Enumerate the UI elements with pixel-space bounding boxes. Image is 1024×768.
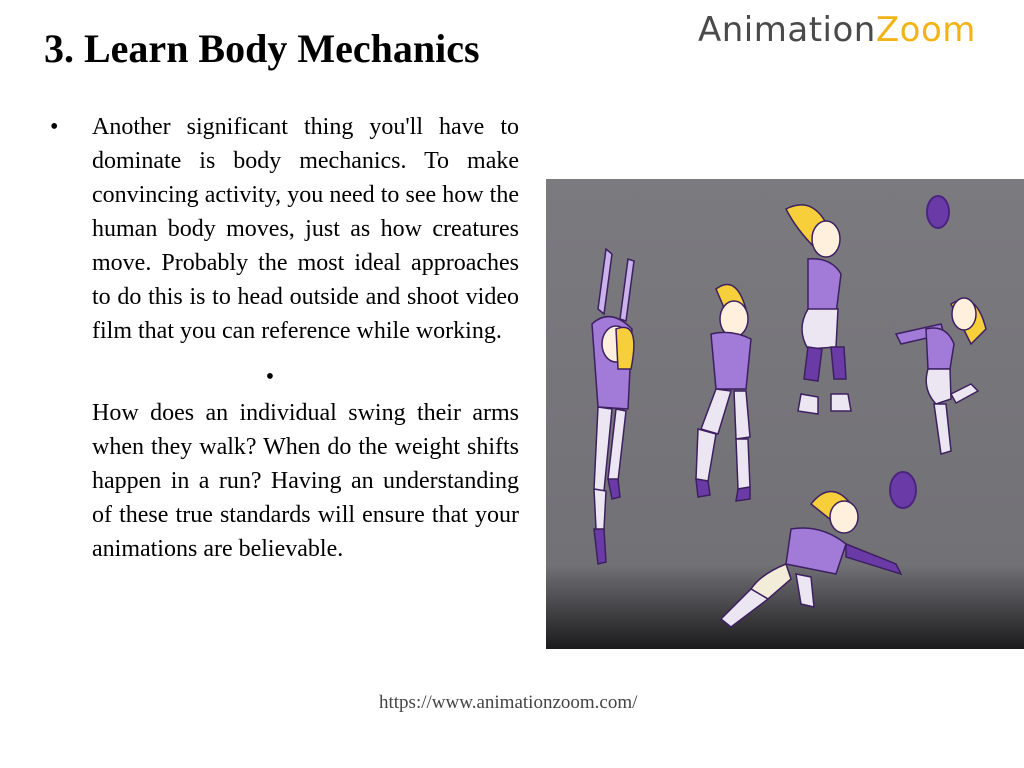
animationzoom-logo (698, 8, 976, 52)
bullet-text: Another significant thing you'll have to dominate is body mechanics. To make convincing activity, you need to see how the human body moves, just as how creatures move. Probably the most ideal approaches to do this is to head outside and shoot video film that you can reference while working. (92, 114, 519, 344)
ball-icon (927, 196, 949, 228)
ball-icon (890, 472, 916, 508)
bullet-marker-2: • (265, 364, 275, 390)
bullet-text: How does an individual swing their arms when they walk? When do the weight shifts happen in a run? Having an understanding of these true standards will ensure that your animations are believable. (92, 400, 519, 562)
logo-text-animation: Animation (698, 10, 876, 50)
bullet-list (50, 110, 520, 566)
footer-url: https://www.animationzoom.com/ (379, 692, 638, 713)
volleyball-players-illustration (546, 179, 1024, 649)
slide-title: 3. Learn Body Mechanics (44, 26, 480, 71)
bullet-item-2 (50, 396, 520, 566)
logo-text-zoom: Zoom (875, 10, 976, 50)
bullet-item-1 (50, 110, 520, 348)
bullet-marker: • (50, 114, 59, 140)
